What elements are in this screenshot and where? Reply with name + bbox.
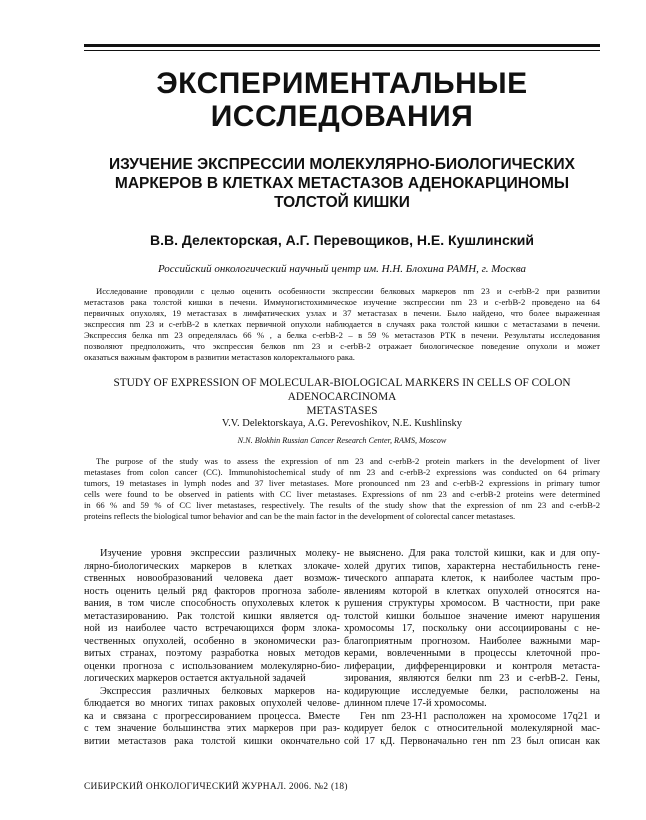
body-line: длинном плече 17-й хромосомы.: [344, 698, 487, 709]
body-line: хромосомы 17, поскольку они ассоциированы с не-: [344, 623, 600, 634]
authors-en: V.V. Delektorskaya, A.G. Perevoshikov, N.E. Kushlinsky: [221, 418, 463, 429]
body-line: кодирует белок с относительной молекулярной мас-: [344, 723, 600, 734]
body-line: зирования, являются белки nm 23 и c-erbB-2. Гены,: [344, 673, 600, 684]
abstract-en-line: The purpose of the study was to assess the expression of nm 23 and c-erbB-2 protein markers in the development of liver: [96, 456, 600, 466]
section-title-line1: ЭКСПЕРИМЕНТАЛЬНЫЕ: [156, 67, 528, 100]
affiliation: Российский онкологический научный центр им. Н.Н. Блохина РАМН, г. Москва: [157, 263, 527, 275]
section-title-line2: ИССЛЕДОВАНИЯ: [210, 100, 474, 133]
body-line: метастазированию. Рак толстой кишки является од-: [84, 610, 340, 622]
body-line: лярно-биологических маркеров в клетках злокаче-: [84, 560, 340, 572]
body-line: рушения структуры хромосом. В частности, при раке: [344, 598, 600, 609]
authors: В.В. Делекторская, А.Г. Перевощиков, Н.Е. Кушлинский: [149, 232, 534, 248]
body-line: ка и связана с прогрессированием процесса. Вместе: [84, 710, 340, 722]
body-line: блюдается во многих типах раковых опухолей челове-: [84, 698, 340, 709]
body-line: холей других типов, характерна нестабильность гене-: [344, 560, 600, 572]
abstract-en-line: metastases from colon cancer (CC). Immunohistochemical study of nm 23 and c-erbB-2 expressions was conducted on 64 primary: [84, 467, 600, 477]
body-column-left: [84, 548, 340, 748]
body-line: керами, вовлеченными в процессы клеточной про-: [344, 648, 600, 659]
body-line: явлениям которой в клетках опухолей относятся на-: [344, 585, 600, 597]
body-line: ственных новообразований человека дает возмож-: [84, 573, 340, 584]
header-rule-thin: [84, 50, 600, 51]
body-column-right: [344, 548, 600, 748]
body-line: ной из наиболее часто встречающихся форм злока-: [84, 623, 340, 634]
body-line: витых странах, поэтому разработка новых методов: [84, 648, 340, 659]
abstract-en-line: in 66 % and 59 % of CC liver metastases, respectively. The results of the study show that the expression of nm 23 and c-erbB-2: [84, 500, 600, 510]
body-line: лиферации, дифференцировки и контроля метаста-: [344, 660, 600, 672]
body-line: витии метастазов рака толстой кишки окончательно: [84, 735, 340, 747]
abstract-en-line: proteins reflects the biological tumor behavior and can be the main factor in the development of colorectal cancer metastases.: [84, 511, 516, 521]
body-line: благоприятным прогнозом. Наиболее важными мар-: [344, 635, 600, 647]
body-line: Ген nm 23-H1 расположен на хромосоме 17q21 и: [360, 710, 600, 722]
body-line: логических маркеров остается актуальной задачей: [84, 673, 306, 684]
body-line: оценки прогноза с использованием молекулярно-био-: [84, 660, 340, 672]
article-title-en-line1: STUDY OF EXPRESSION OF MOLECULAR-BIOLOGICAL MARKERS IN CELLS OF COLON ADENOCARCINOMA: [113, 377, 571, 403]
body-line: ность оценить целый ряд факторов прогноза заболе-: [84, 585, 340, 597]
affiliation-en: N.N. Blokhin Russian Cancer Research Center, RAMS, Moscow: [237, 436, 447, 445]
body-line: Изучение уровня экспрессии различных молеку-: [100, 548, 340, 559]
body-line: тического аппарата клеток, к наиболее частым про-: [344, 573, 600, 584]
article-title-line2: МАРКЕРОВ В КЛЕТКАХ МЕТАСТАЗОВ АДЕНОКАРЦИНОМЫ: [114, 175, 570, 192]
abstract-en: [84, 456, 600, 522]
body-line: вания, в том числе способность опухолевых клеток к: [84, 598, 340, 609]
abstract-en-line: cells were found to be observed in patients with CC liver metastases. Expressions of nm 23 and c-erbB-2 proteins were determined: [84, 489, 600, 499]
body-line: чественных опухолей, особенно в экономически раз-: [84, 635, 340, 647]
abstract-ru-line: первичных опухолях, 19 метастазах в лимфатических узлах и 37 метастазах в печени. Было найдено, что более выраженная: [84, 308, 600, 318]
body-line: Экспрессия различных белковых маркеров на-: [100, 685, 340, 697]
body-line: с тем значение большинства этих маркеров при раз-: [84, 723, 340, 734]
abstract-ru-line: экспрессия nm 23 и c-erbB-2 в клетках первичной опухоли наблюдается в случаях рака толстой кишки с метастазами в печени.: [84, 319, 600, 329]
abstract-ru-line: Исследование проводили с целью оценить особенности экспрессии белковых маркеров nm 23 и c-erbB-2 при развитии: [96, 286, 600, 296]
journal-footer: СИБИРСКИЙ ОНКОЛОГИЧЕСКИЙ ЖУРНАЛ. 2006. №2 (18): [84, 782, 348, 792]
body-line: сой 17 кД. Первоначально ген nm 23 был описан как: [344, 735, 600, 747]
article-title-line1: ИЗУЧЕНИЕ ЭКСПРЕССИИ МОЛЕКУЛЯРНО-БИОЛОГИЧЕСКИХ: [108, 156, 575, 173]
body-line: не выяснено. Для рака толстой кишки, как и для опу-: [344, 548, 600, 559]
abstract-ru: [84, 286, 600, 363]
header-rule-thick: [84, 44, 600, 47]
abstract-ru-line: позволяют предположить, что экспрессия белков nm 23 и c-erbB-2 отражает биологическое поведение опухоли и может: [84, 341, 600, 351]
abstract-ru-line: метастазов рака толстой кишки в печени. Иммуногистохимическое изучение экспрессии nm 23 и c-erbB-2 проведено на 64: [84, 297, 600, 307]
article-title-en: [84, 376, 600, 418]
body-line: кодирующие исследуемые белки, расположены на: [344, 685, 600, 697]
abstract-ru-line: Экспрессия белка nm 23 определялась 66 % , а белка c-erbB-2 – в 59 % метастазов РТК в печени. Результаты исследования: [84, 330, 600, 340]
body-line: толстой кишки большое значение имеют нарушения: [344, 610, 600, 622]
abstract-en-line: tumors, 19 metastases in lymph nodes and 37 liver metastases. More pronounced nm 23 and c-erbB-2 expressions in primary tumor: [84, 478, 600, 488]
abstract-ru-line: оказаться важным фактором в развитии метастазов колоректального рака.: [84, 352, 355, 362]
article-title-line3: ТОЛСТОЙ КИШКИ: [274, 194, 410, 211]
article-title-en-line2: METASTASES: [306, 405, 378, 417]
